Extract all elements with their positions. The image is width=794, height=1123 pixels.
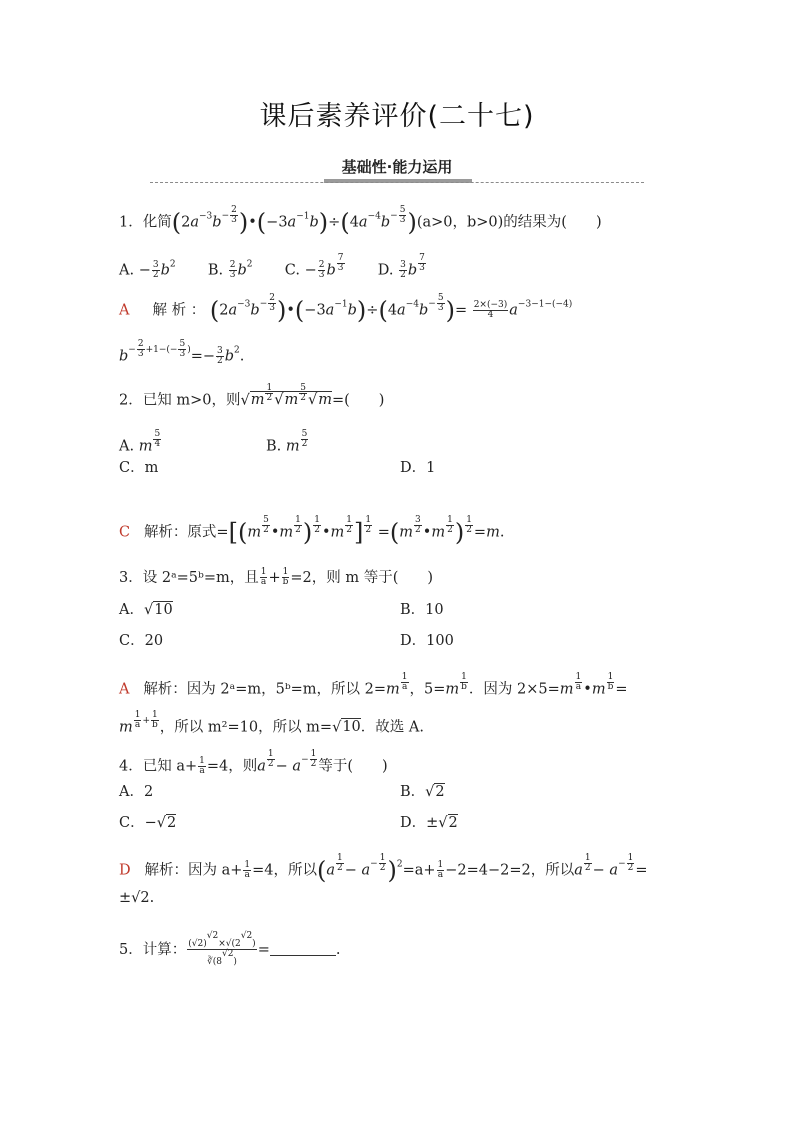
answer-letter: A — [119, 302, 130, 319]
q2-option-d: D．1 — [400, 460, 436, 476]
q4-option-b: B．√2 — [400, 784, 445, 800]
q4-option-a: A．2 — [119, 784, 154, 800]
q1-answer: A 解 析 ： ($2a^{-3}b^{- \frac{2}{3}}$ )$•(-3a^{-1}b)\div(4a^{-4}b^{- \frac{5}{3}}$ )= $\frac{2\times(-3)}{4}$ $a^{-3-1-(-4)}$ — [119, 293, 573, 325]
q4-stem: 4．已知 a+ $\frac{1}{a}$ =4，则a $^{\frac{1}{2}}$ − $a^{- \frac{1}{2}}$ 等于( ) — [119, 749, 388, 776]
q2-option-c: C．m — [119, 460, 159, 476]
q3-option-a: A．√10 — [119, 602, 173, 618]
q3-option-d: D．100 — [400, 633, 454, 649]
answer-letter: C — [119, 524, 131, 541]
q4-option-c: C．−√2 — [119, 815, 177, 831]
q3-answer-cont: m $^{\frac{1}{a} + \frac{1}{b}}$ ，所以 m²=10，所以 m=√10．故选 A. — [119, 710, 424, 736]
q1-options: A. − $\frac{3}{2}$ $b^2$ B. $\frac{2}{3}$ $b^2$ C. − $\frac{2}{3}$ b $^{\frac{7}{3}}$ D. $\frac{3}{2}$ b $^{\frac{7}{3}}$ — [119, 253, 425, 280]
section-heading: 基础性·能力运用 — [341, 158, 453, 176]
page-title: 课后素养评价(二十七) — [259, 101, 535, 132]
answer-letter: A — [119, 681, 130, 698]
q3-option-c: C．20 — [119, 633, 164, 649]
q4-option-d: D．±√2 — [400, 815, 458, 831]
q3-stem: 3．设 2ᵃ=5ᵇ=m，且 $\frac{1}{a}$ + $\frac{1}{b}$ =2，则 m 等于( ) — [119, 567, 434, 588]
q1-answer-cont: $b^{- \frac{2}{3} +1-(- \frac{5}{3} )}=-$ $\frac{3}{2}$ $b^2$. — [119, 339, 245, 366]
q4-answer: D 解析：因为 a+ $\frac{1}{a}$ =4，所以(a $^{\frac{1}{2}}$ − $a^{- \frac{1}{2}}$ )$^2$=a+ $\frac{1}{a}$ −2=4−2=2，所以a $^{\frac{1}{2}}$ − $a^{- \frac{1}{2}}$ = — [119, 853, 648, 885]
q1-stem: 1．化简($2a^{-3}b^{- \frac{2}{3}}$ )$•(-3a^{-1}b)\div(4a^{-4}b^{- \frac{5}{3}}$ )(a>0，b>0)的结果为( ) — [119, 205, 602, 237]
q3-option-b: B．10 — [400, 602, 444, 618]
q2-stem: 2．已知 m>0，则√m $^{\frac{1}{2}}$ √m $^{\frac{5}{2}}$ √m=( ) — [119, 383, 385, 409]
q3-answer: A 解析：因为 2ᵃ=m，5ᵇ=m，所以 2=m $^{\frac{1}{a}}$ ，5=m $^{\frac{1}{b}}$ ．因为 2×5=m $^{\frac{1}{a}}$ •m $^{\frac{1}{b}}$ = — [119, 672, 628, 698]
section-divider — [150, 182, 644, 183]
q2-option-b: B. m $^{\frac{5}{2}}$ — [266, 429, 308, 455]
answer-blank[interactable] — [270, 955, 336, 956]
q2-answer: C 解析：原式=[(m $^{\frac{5}{2}}$ •m $^{\frac{1}{2}}$ ) $^{\frac{1}{2}}$ •m $^{\frac{1}{2}}$ ] $^{\frac{1}{2}}$ =(m $^{\frac{3}{2}}$ •m $^{\frac{1}{2}}$ ) $^{\frac{1}{2}}$ =m. — [119, 515, 505, 547]
q4-answer-cont: ±√2. — [119, 890, 155, 906]
q2-option-a: A. m $^{\frac{5}{4}}$ — [119, 429, 161, 455]
answer-letter: D — [119, 862, 131, 879]
q5-stem: 5．计算： $\frac{(√2)^{√2}\times√(2^{√2})}{∛(8^{√2})}$ = . — [119, 931, 341, 968]
